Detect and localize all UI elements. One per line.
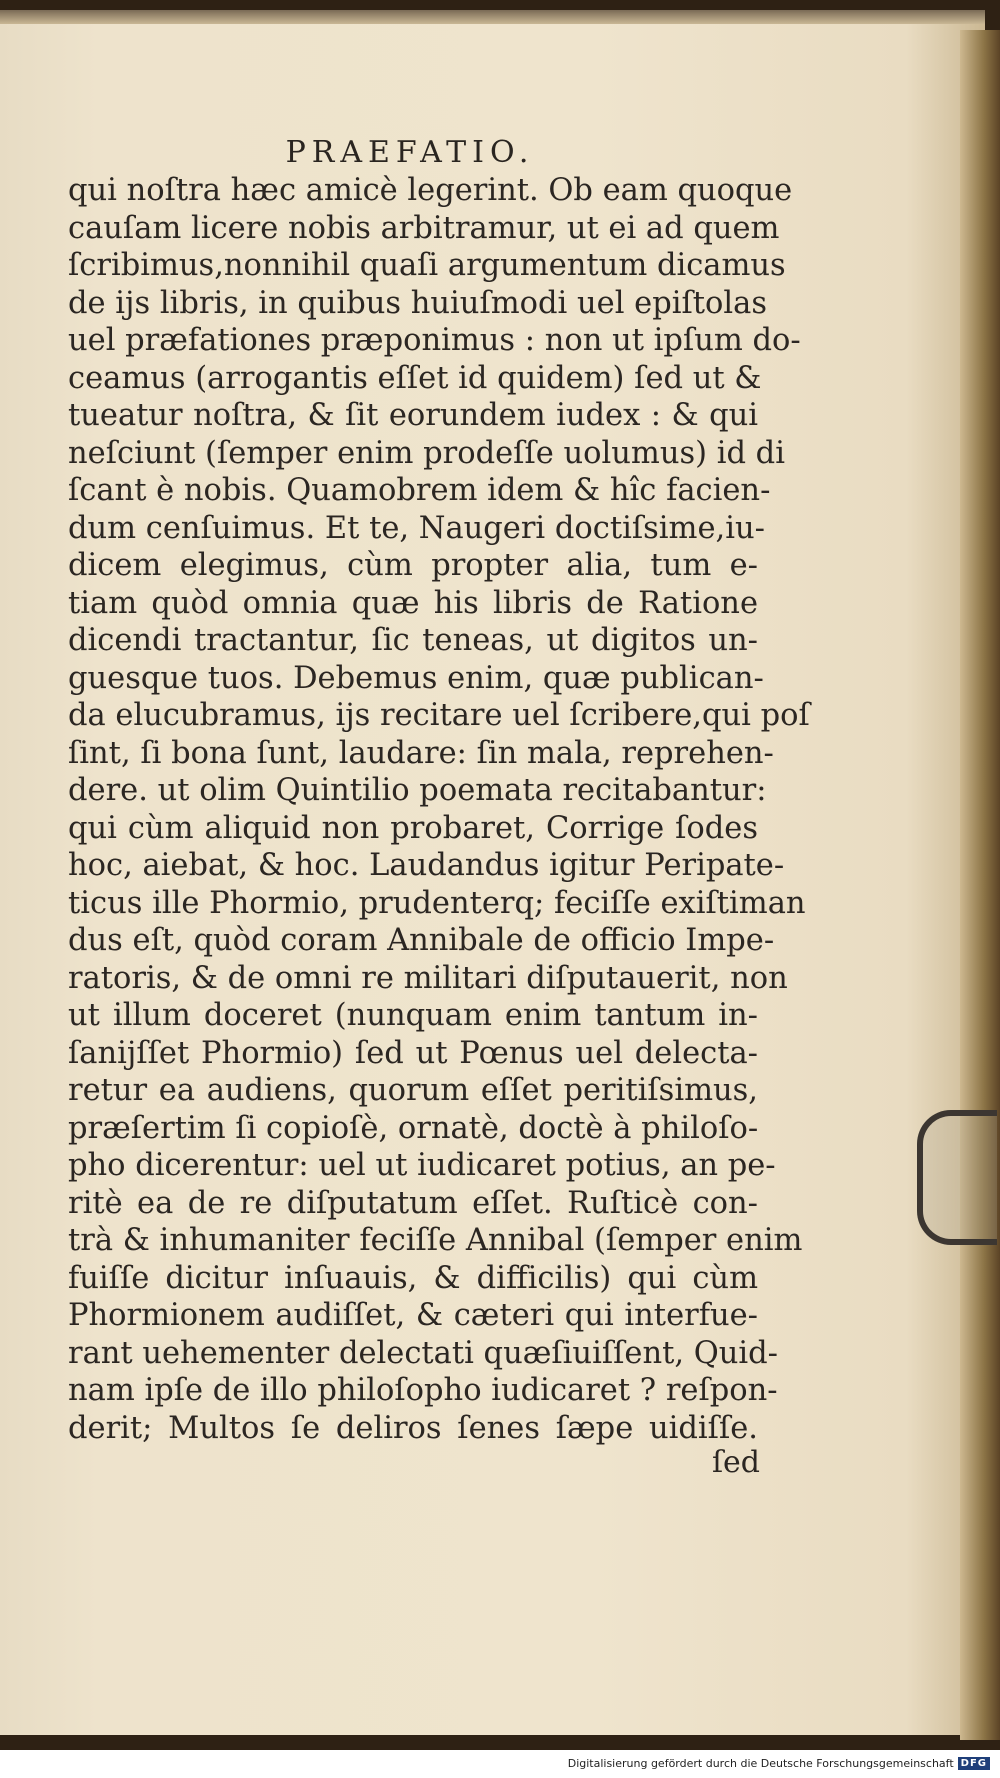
text-line: ſanijſſet Phormio) ſed ut Pœnus uel delecta- (68, 1035, 758, 1071)
text-line: da elucubramus, ijs recitare uel ſcribere,qui poſ (68, 698, 810, 733)
text-line: qui cùm aliquid non probaret, Corrige ſodes (68, 810, 758, 846)
text-line: hoc, aiebat, & hoc. Laudandus igitur Peripate- (68, 848, 785, 883)
catchword: ſed (711, 1445, 760, 1480)
text-line: dus eſt, quòd coram Annibale de officio Impe- (68, 923, 775, 958)
page-top-edge (0, 10, 985, 24)
text-line: cauſam licere nobis arbitramur, ut ei ad quem (68, 210, 780, 246)
text-line: guesque tuos. Debemus enim, quæ publican- (68, 660, 764, 696)
text-line: dicendi tractantur, ſic teneas, ut digitos un- (68, 623, 758, 658)
text-line: ut illum doceret (nunquam enim tantum in- (68, 998, 758, 1033)
text-line: Phormionem audiſſet, & cæteri qui interfue- (68, 1298, 758, 1333)
footer (568, 1757, 990, 1770)
text-line: præſertim ſi copioſè, ornatè, doctè à philoſo- (68, 1110, 759, 1146)
text-line: neſciunt (ſemper enim prodeſſe uolumus) id di (68, 435, 785, 471)
body-text (68, 172, 810, 1447)
text-line: ſcant è nobis. Quamobrem idem & hîc facien- (68, 473, 771, 508)
text-line: qui noſtra hæc amicè legerint. Ob eam quoque (68, 173, 793, 208)
text-line: rant uehementer delectati quæſiuiſſent, Quid- (68, 1335, 778, 1371)
footer-credit: Digitalisierung gefördert durch die Deutsche Forschungsgemeinschaft (567, 1757, 954, 1770)
text-line: retur ea audiens, quorum eſſet peritiſsimus, (68, 1073, 758, 1108)
text-line: tueatur noſtra, & ſit eorundem iudex : & qui (68, 398, 758, 433)
text-line: tiam quòd omnia quæ his libris de Ratione (68, 585, 758, 621)
dfg-logo: DFG (958, 1757, 990, 1770)
text-line: fuiſſe dicitur inſuauis, & difficilis) qui cùm (68, 1260, 758, 1296)
page-right-edge (960, 30, 1000, 1740)
text-line: ticus ille Phormio, prudenterq; feciſſe exiſtiman (68, 885, 806, 921)
text-line: de ijs libris, in quibus huiuſmodi uel epiſtolas (68, 285, 767, 321)
text-line: ſcribimus,nonnihil quaſi argumentum dicamus (68, 248, 786, 283)
running-head: PRAEFATIO. (285, 135, 535, 170)
text-line: trà & inhumaniter feciſſe Annibal (ſemper enim (68, 1223, 803, 1258)
text-line: uel præfationes præponimus : non ut ipſum do- (68, 323, 801, 358)
text-line: ceamus (arrogantis eſſet id quidem) ſed ut & (68, 360, 762, 396)
text-line: pho dicerentur: uel ut iudicaret potius, an pe- (68, 1148, 776, 1183)
book-clip (917, 1110, 997, 1245)
text-line: ritè ea de re diſputatum eſſet. Ruſticè con- (68, 1185, 758, 1221)
text-line: ſint, ſi bona ſunt, laudare: ſin mala, reprehen- (68, 735, 774, 771)
text-line: dicem elegimus, cùm propter alia, tum e- (68, 548, 758, 583)
text-line: nam ipſe de illo philoſopho iudicaret ? reſpon- (68, 1373, 778, 1408)
text-line: dere. ut olim Quintilio poemata recitabantur: (68, 773, 767, 808)
text-line: ratoris, & de omni re militari diſputauerit, non (68, 960, 788, 996)
text-line: derit; Multos ſe deliros ſenes ſæpe uidiſſe. (68, 1410, 758, 1446)
text-line: dum cenſuimus. Et te, Naugeri doctiſsime,iu- (68, 510, 765, 546)
